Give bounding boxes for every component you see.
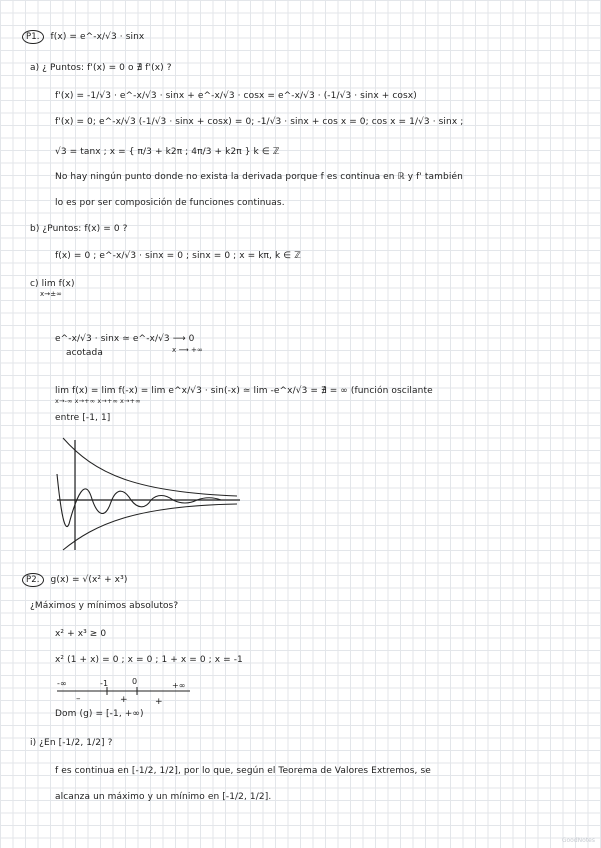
p1-a-note2: lo es por ser composición de funciones continuas. xyxy=(55,198,285,208)
p2-i-title: i) ¿En [-1/2, 1/2] ? xyxy=(30,738,113,748)
p2-label: P2. xyxy=(22,573,44,587)
p2-line2: x² (1 + x) = 0 ; x = 0 ; 1 + x = 0 ; x = -1 xyxy=(55,655,243,665)
p1-c-line2-sub: x→-∞ x→+∞ x→+∞ x→+∞ xyxy=(55,397,141,405)
p1-c-line1-sub: x ⟶ +∞ xyxy=(172,346,203,354)
p1-c-line3: entre [-1, 1] xyxy=(55,413,111,423)
p2-domain: Dom (g) = [-1, +∞) xyxy=(55,709,144,719)
p1-c-line2: lim f(x) = lim f(-x) = lim e^x/√3 · sin(-x) ≃ lim -e^x/√3 = ∄ = ∞ (función oscilante xyxy=(55,386,433,396)
p1-c-line1: e^-x/√3 · sinx ≃ e^-x/√3 ⟶ 0 xyxy=(55,334,195,344)
p1-label: P1. xyxy=(22,30,44,44)
p2-i-line1: f es continua en [-1/2, 1/2], por lo que, según el Teorema de Valores Extremos, se xyxy=(55,766,431,776)
p1-a-title: a) ¿ Puntos: f'(x) = 0 o ∄ f'(x) ? xyxy=(30,63,172,73)
p1-a-line1: f'(x) = -1/√3 · e^-x/√3 · sinx + e^-x/√3 · cosx = e^-x/√3 · (-1/√3 · sinx + cosx) xyxy=(55,91,417,101)
p1-a-line3: √3 = tanx ; x = { π/3 + k2π ; 4π/3 + k2π } k ∈ ℤ xyxy=(55,147,280,157)
p1-c-bounded: acotada xyxy=(66,348,103,358)
p1-b-title: b) ¿Puntos: f(x) = 0 ? xyxy=(30,224,128,234)
p2-question: ¿Máximos y mínimos absolutos? xyxy=(30,601,179,611)
sign-axis-minus-one: -1 xyxy=(100,679,109,688)
lower-envelope-curve xyxy=(63,504,237,550)
sign-axis-minus-infinity: -∞ xyxy=(57,679,67,688)
sign-axis-zero: 0 xyxy=(132,677,138,686)
p1-a-note1: No hay ningún punto donde no exista la derivada porque f es continua en ℝ y f' también xyxy=(55,172,463,182)
upper-envelope-curve xyxy=(63,438,237,496)
sign-interval-2: + xyxy=(120,695,128,705)
p2-i-line2: alcanza un máximo y un mínimo en [-1/2, 1/2]. xyxy=(55,792,272,802)
p1-c-limit-sub: x→±∞ xyxy=(40,290,63,298)
p2-line1: x² + x³ ≥ 0 xyxy=(55,629,107,639)
sign-interval-3: + xyxy=(155,697,163,707)
sign-axis-plus-infinity: +∞ xyxy=(172,681,186,690)
p1-c-title: c) lim f(x) xyxy=(30,279,75,289)
p2-function: g(x) = √(x² + x³) xyxy=(50,575,128,585)
damped-oscillation-sketch xyxy=(55,434,245,554)
watermark: GoodNotes xyxy=(561,837,595,844)
sign-interval-1: – xyxy=(76,694,81,704)
p1-b-line1: f(x) = 0 ; e^-x/√3 · sinx = 0 ; sinx = 0 ; x = kπ, k ∈ ℤ xyxy=(55,251,301,261)
p1-function: f(x) = e^-x/√3 · sinx xyxy=(50,32,145,42)
p1-header xyxy=(22,30,144,44)
p1-a-line2: f'(x) = 0; e^-x/√3 (-1/√3 · sinx + cosx) = 0; -1/√3 · sinx + cos x = 0; cos x = 1/√3 · sinx ; xyxy=(55,117,464,127)
p2-header xyxy=(22,573,127,587)
